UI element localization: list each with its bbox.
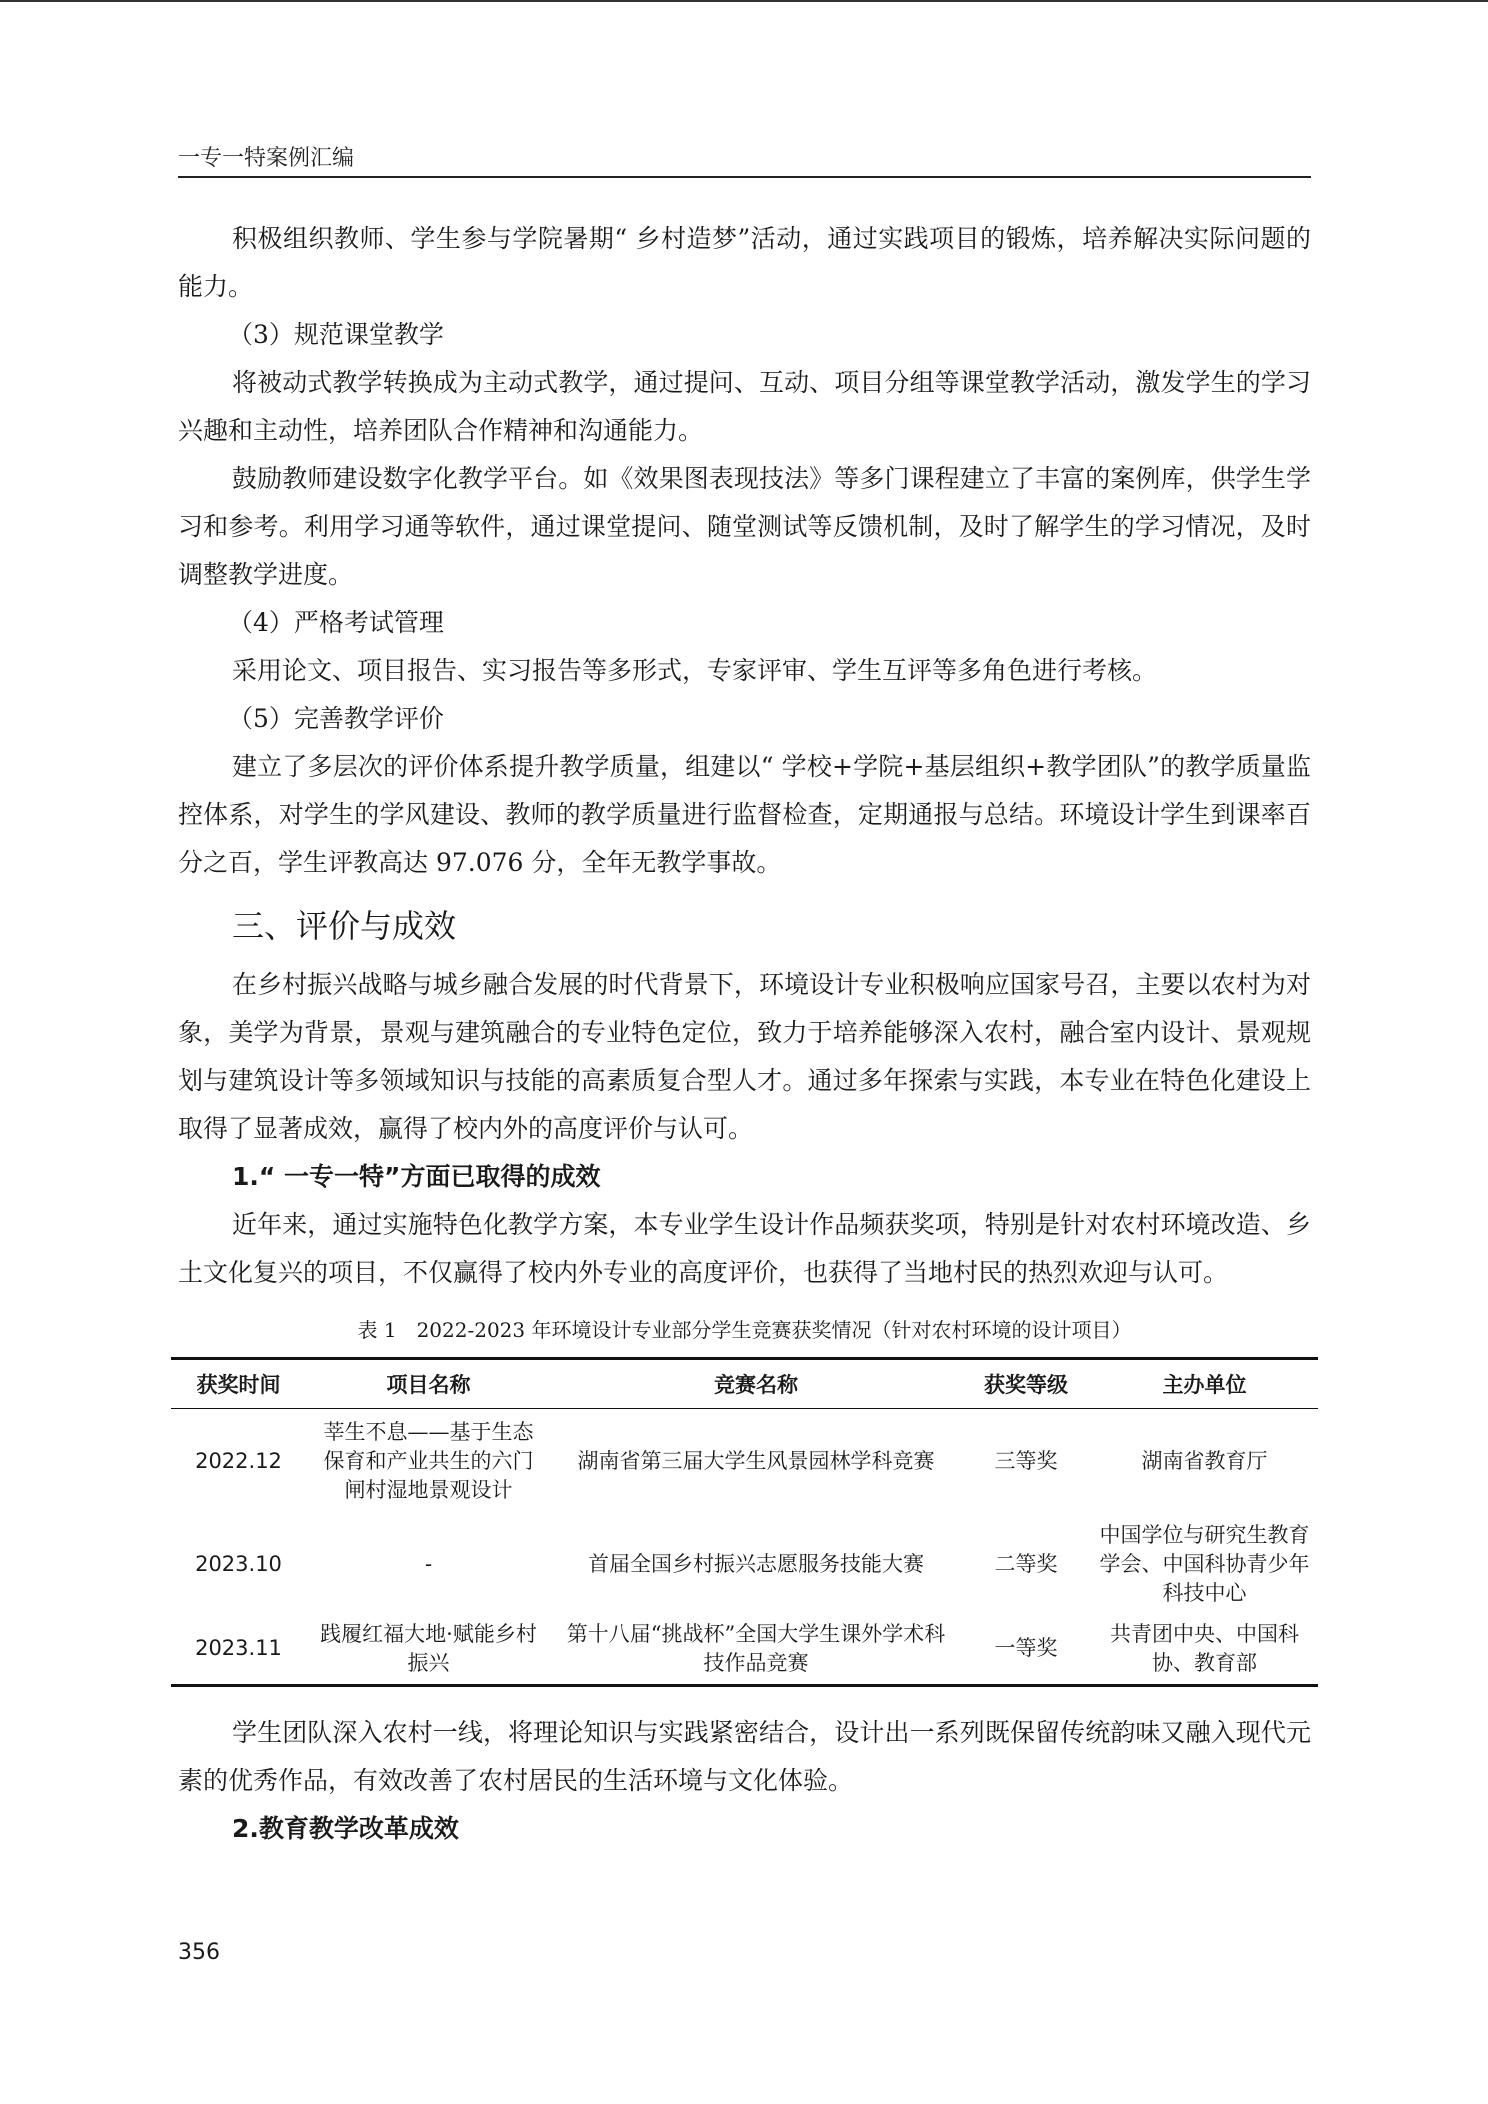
header-cell: 主办单位 xyxy=(1162,1373,1247,1397)
cell-organizer: 中国学位与研究生教育学会、中国科协青少年科技中心 xyxy=(1099,1522,1310,1605)
cell-competition: 第十八届“挑战杯”全国大学生课外学术科技作品竞赛 xyxy=(566,1621,946,1675)
table-row xyxy=(171,1614,1318,1686)
cell-organizer: 湖南省教育厅 xyxy=(1141,1449,1268,1474)
running-header xyxy=(178,140,1311,178)
cell-project: 践履红福大地·赋能乡村振兴 xyxy=(320,1621,537,1675)
header-cell: 获奖时间 xyxy=(196,1373,281,1397)
cell-time: 2023.10 xyxy=(195,1551,282,1576)
paragraph: 将被动式教学转换成为主动式教学，通过提问、互动、项目分组等课堂教学活动，激发学生的学习兴趣和主动性，培养团队合作精神和沟通能力。 xyxy=(178,368,1311,445)
page-top-border xyxy=(0,0,1488,2)
header-cell: 获奖等级 xyxy=(984,1373,1068,1397)
table-caption: 表 1 2022-2023 年环境设计专业部分学生竞赛获奖情况（针对农村环境的设计项目） xyxy=(357,1318,1132,1342)
table-header-row xyxy=(171,1359,1318,1409)
cell-organizer: 共青团中央、中国科协、教育部 xyxy=(1110,1621,1299,1675)
page-number: 356 xyxy=(178,1940,220,1965)
cell-time: 2022.12 xyxy=(195,1449,282,1474)
table-row xyxy=(171,1409,1318,1515)
cell-competition: 首届全国乡村振兴志愿服务技能大赛 xyxy=(588,1551,924,1576)
header-cell: 竞赛名称 xyxy=(714,1373,798,1397)
cell-project: 莘生不息——基于生态保育和产业共生的六门闸村湿地景观设计 xyxy=(323,1420,534,1503)
table-row xyxy=(171,1515,1318,1614)
subheading: （3）规范课堂教学 xyxy=(228,320,444,349)
awards-table xyxy=(171,1357,1318,1687)
paragraph: 学生团队深入农村一线，将理论知识与实践紧密结合，设计出一系列既保留传统韵味又融入现代元素的优秀作品，有效改善了农村居民的生活环境与文化体验。 xyxy=(178,1718,1311,1795)
cell-level: 三等奖 xyxy=(994,1449,1058,1474)
paragraph: 积极组织教师、学生参与学院暑期“ 乡村造梦”活动，通过实践项目的锻炼，培养解决实际问题的能力。 xyxy=(178,224,1311,301)
paragraph: 鼓励教师建设数字化教学平台。如《效果图表现技法》等多门课程建立了丰富的案例库，供学生学习和参考。利用学习通等软件，通过课堂提问、随堂测试等反馈机制，及时了解学生的学习情况，及时调整教学进度。 xyxy=(178,464,1311,589)
paragraph: 采用论文、项目报告、实习报告等多形式，专家评审、学生互评等多角色进行考核。 xyxy=(232,656,1158,685)
cell-level: 一等奖 xyxy=(994,1636,1058,1661)
cell-project: - xyxy=(424,1551,433,1576)
cell-competition: 湖南省第三届大学生风景园林学科竞赛 xyxy=(577,1449,935,1474)
section-heading: 三、评价与成效 xyxy=(232,907,457,945)
header-cell: 项目名称 xyxy=(386,1373,471,1397)
subheading: （4）严格考试管理 xyxy=(228,608,444,637)
subheading: （5）完善教学评价 xyxy=(228,704,444,733)
header-title: 一专一特案例汇编 xyxy=(178,146,355,171)
paragraph: 建立了多层次的评价体系提升教学质量，组建以“ 学校+学院+基层组织+教学团队”的教学质量监控体系，对学生的学风建设、教师的教学质量进行监督检查，定期通报与总结。环境设计学生到课率百分之百，学生评教高达 97.076 分，全年无教学事故。 xyxy=(178,752,1311,877)
paragraph: 近年来，通过实施特色化教学方案，本专业学生设计作品频获奖项，特别是针对农村环境改造、乡土文化复兴的项目，不仅赢得了校内外专业的高度评价，也获得了当地村民的热烈欢迎与认可。 xyxy=(178,1210,1311,1287)
paragraph: 在乡村振兴战略与城乡融合发展的时代背景下，环境设计专业积极响应国家号召，主要以农村为对象，美学为背景，景观与建筑融合的专业特色定位，致力于培养能够深入农村，融合室内设计、景观规划与建筑设计等多领域知识与技能的高素质复合型人才。通过多年探索与实践，本专业在特色化建设上取得了显著成效，赢得了校内外的高度评价与认可。 xyxy=(178,970,1311,1143)
page-content xyxy=(178,215,1311,1853)
cell-level: 二等奖 xyxy=(994,1551,1058,1576)
subsection-heading: 1.“ 一专一特”方面已取得的成效 xyxy=(232,1162,601,1191)
subsection-heading: 2.教育教学改革成效 xyxy=(232,1814,459,1843)
cell-time: 2023.11 xyxy=(195,1636,282,1661)
